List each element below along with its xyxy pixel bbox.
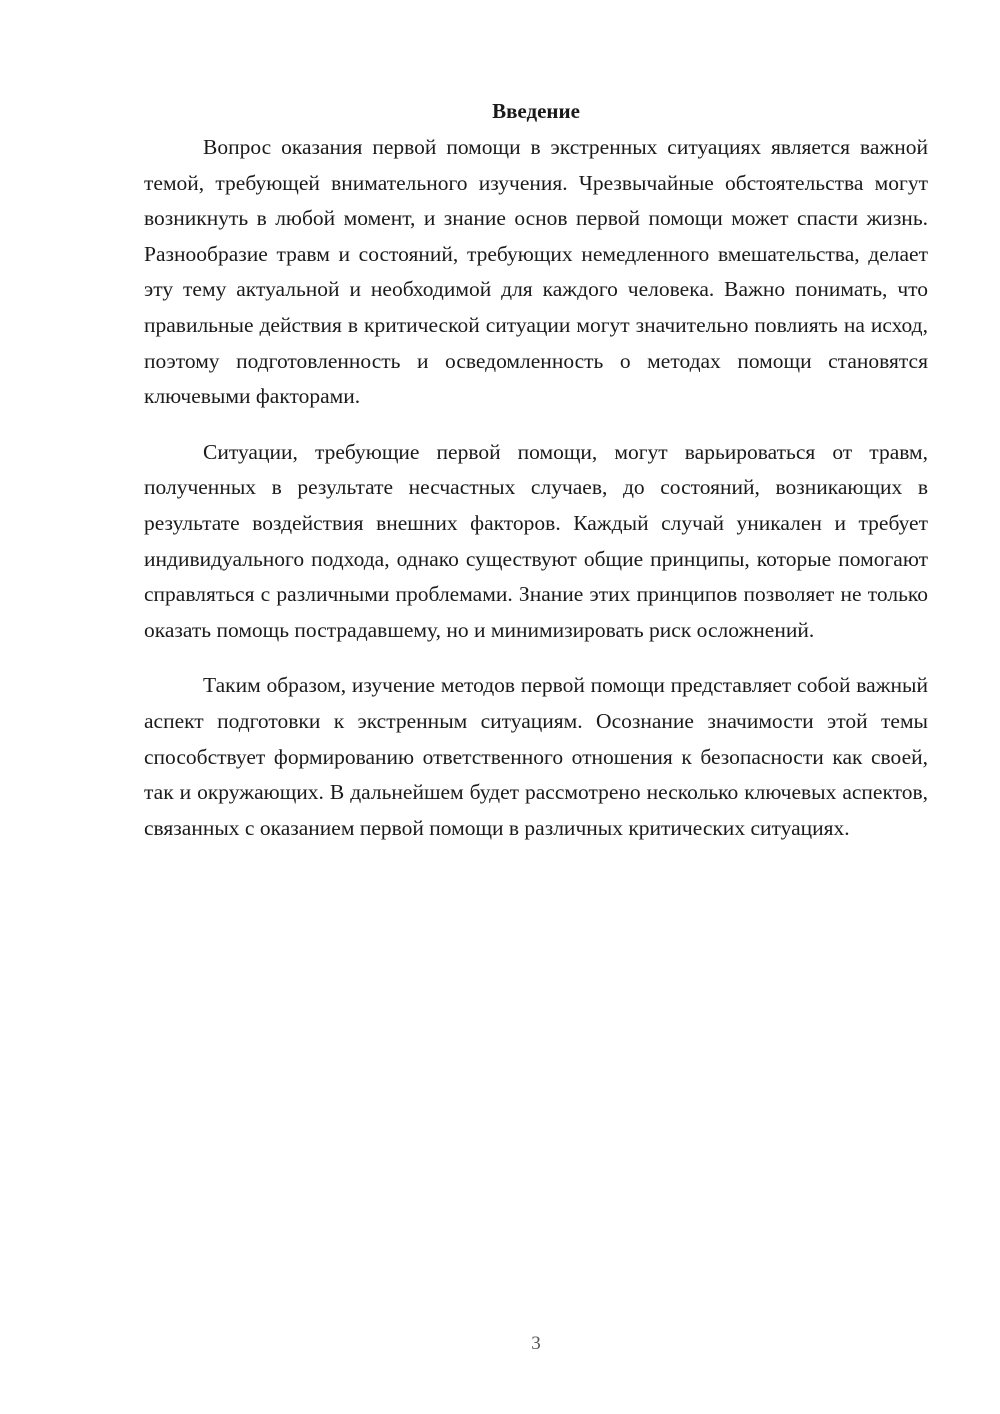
paragraph-1: Вопрос оказания первой помощи в экстренных ситуациях является важной темой, требующей внимательного изучения. Чрезвычайные обстоятельства могут возникнуть в любой момент, и знание основ первой помощи может спасти жизнь. Разнообразие травм и состояний, требующих немедленного вмешательства, делает эту тему актуальной и необходимой для каждого человека. Важно понимать, что правильные действия в критической ситуации могут значительно повлиять на исход, поэтому подготовленность и осведомленность о методах помощи становятся ключевыми факторами. [144,135,928,409]
section-heading: Введение [492,99,580,123]
page-number: 3 [531,1333,541,1354]
page-content [144,96,928,866]
paragraph-2: Ситуации, требующие первой помощи, могут варьироваться от травм, полученных в результате несчастных случаев, до состояний, возникающих в результате воздействия внешних факторов. Каждый случай уникален и требует индивидуального подхода, однако существуют общие принципы, которые помогают справляться с различными проблемами. Знание этих принципов позволяет не только оказать помощь пострадавшему, но и минимизировать риск осложнений. [144,439,928,642]
paragraph-3: Таким образом, изучение методов первой помощи представляет собой важный аспект подготовки к экстренным ситуациям. Осознание значимости этой темы способствует формированию ответственного отношения к безопасности как своей, так и окружающих. В дальнейшем будет рассмотрено несколько ключевых аспектов, связанных с оказанием первой помощи в различных критических ситуациях. [144,673,928,840]
